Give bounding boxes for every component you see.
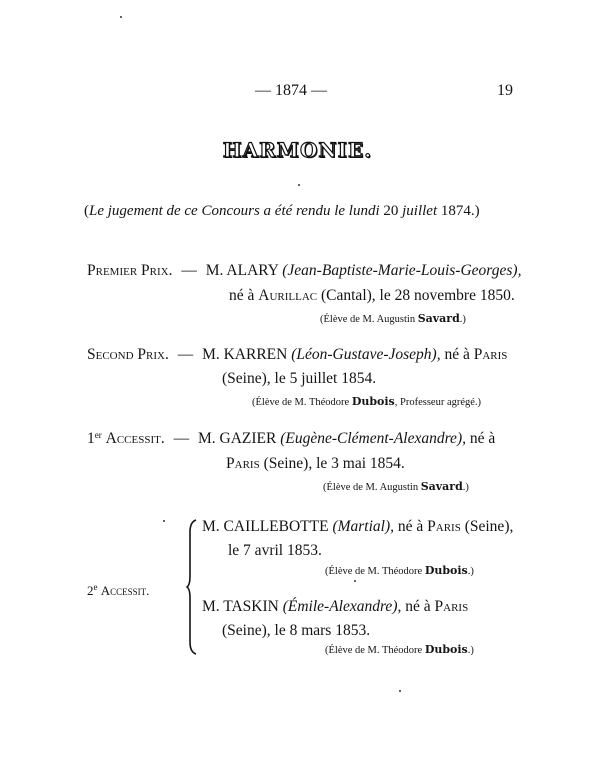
header-year: — 1874 —	[255, 82, 327, 99]
award-label: Accessit.	[105, 430, 165, 447]
second-prix-line2: (Seine), le 5 juillet 1854.	[222, 370, 377, 387]
premier-prix-line2	[229, 287, 515, 305]
scan-speck	[163, 520, 165, 522]
scan-speck	[120, 16, 122, 18]
page-title: HARMONIE.	[222, 138, 373, 162]
birth-prefix: né à	[229, 287, 255, 304]
second-prix-teacher	[252, 395, 481, 408]
award-superscript: e	[93, 582, 98, 592]
teacher-name: Savard	[420, 480, 463, 493]
birth-details: (Seine), le 3 mai 1854.	[263, 455, 405, 472]
page-number: 19	[497, 82, 513, 99]
student-name: M. KARREN	[202, 346, 288, 363]
note-close: .)	[470, 203, 480, 219]
teacher-prefix: (Élève de M. Théodore	[252, 397, 350, 408]
award-dash: —	[173, 430, 190, 447]
judgement-note	[84, 203, 480, 220]
award-dash: —	[181, 262, 197, 279]
deuxieme-accessit-label	[87, 582, 149, 599]
birth-prefix: né à	[405, 598, 431, 615]
student-name: M. GAZIER	[197, 430, 277, 447]
birth-place: Paris	[226, 455, 260, 472]
teacher-name: Dubois	[424, 643, 468, 656]
caillebotte-teacher	[325, 564, 474, 577]
birth-place: Paris	[473, 346, 508, 363]
student-given-names: (Émile-Alexandre),	[282, 598, 402, 615]
birth-place: Paris	[427, 518, 461, 535]
birth-prefix: né à	[397, 518, 424, 535]
award-superscript: er	[94, 430, 102, 440]
taskin-teacher	[325, 643, 474, 656]
student-name: M. TASKIN	[202, 598, 279, 615]
taskin-line1	[202, 598, 468, 616]
teacher-prefix: (Élève de M. Théodore	[325, 566, 423, 577]
taskin-line2: (Seine), le 8 mars 1853.	[222, 622, 371, 639]
teacher-name: Dubois	[424, 564, 468, 577]
teacher-prefix: (Élève de M. Théodore	[325, 645, 423, 656]
caillebotte-line2: le 7 avril 1853.	[228, 542, 322, 559]
teacher-suffix: .)	[467, 645, 474, 656]
scan-speck	[399, 690, 401, 692]
second-prix-line1	[87, 346, 507, 364]
premier-accessit-line1	[87, 430, 495, 448]
premier-prix-teacher	[320, 312, 466, 325]
teacher-prefix: (Élève de M. Augustin	[323, 482, 419, 493]
student-given-names: (Léon-Gustave-Joseph),	[291, 346, 441, 363]
note-day: 20	[383, 203, 399, 219]
birth-place: Aurillac	[258, 287, 318, 304]
caillebotte-line1	[202, 518, 513, 536]
note-text: Le jugement de ce Concours a été rendu le lundi	[89, 203, 380, 219]
scan-speck	[298, 184, 300, 186]
scan-speck	[354, 580, 356, 582]
award-label: Accessit.	[100, 583, 150, 598]
note-open: (	[84, 203, 89, 219]
birth-details: (Cantal), le 28 novembre 1850.	[321, 287, 515, 304]
birth-place: Paris	[434, 598, 469, 615]
student-name: M. ALARY	[205, 262, 279, 279]
award-number: 1	[87, 430, 95, 447]
teacher-suffix: , Professeur agrégé.)	[394, 397, 482, 408]
teacher-suffix: .)	[467, 566, 474, 577]
birth-details: (Seine),	[464, 518, 514, 535]
note-year: 1874	[440, 203, 471, 219]
teacher-prefix: (Élève de M. Augustin	[320, 314, 416, 325]
award-dash: —	[177, 346, 194, 363]
teacher-name: Dubois	[351, 395, 395, 408]
teacher-suffix: .)	[459, 314, 466, 325]
student-given-names: (Eugène-Clément-Alexandre),	[280, 430, 466, 447]
birth-prefix: né à	[444, 346, 470, 363]
premier-accessit-teacher	[323, 480, 469, 493]
award-label: Premier Prix.	[87, 262, 173, 279]
premier-prix-line1	[87, 262, 521, 280]
student-given-names: (Jean-Baptiste-Marie-Louis-Georges),	[282, 262, 522, 279]
award-label: Second Prix.	[87, 346, 169, 363]
student-given-names: (Martial),	[332, 518, 395, 535]
curly-brace	[186, 518, 198, 656]
award-number: 2	[87, 583, 94, 598]
teacher-suffix: .)	[462, 482, 469, 493]
note-month: juillet	[402, 203, 438, 219]
birth-prefix: né à	[469, 430, 496, 447]
teacher-name: Savard	[417, 312, 460, 325]
student-name: M. CAILLEBOTTE	[202, 518, 329, 535]
premier-accessit-line2	[226, 455, 405, 473]
